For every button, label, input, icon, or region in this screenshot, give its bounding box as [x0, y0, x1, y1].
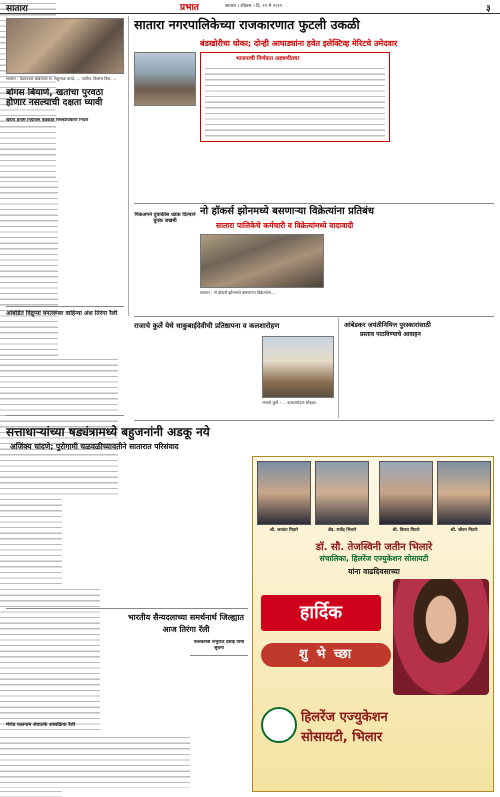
- photo-caption: राजाचे कुर्ले : ... कलशारोहण सोहळा.: [262, 400, 317, 405]
- article-headline: नो हॉकर्स झोनमध्ये बसणाऱ्या विक्रेत्यांना प्रतिबंध: [200, 206, 374, 217]
- ad-hardik-banner: हार्दिक: [261, 595, 381, 631]
- article-headline: राजाचे कुर्ले येथे धाकुबाईदेवीची प्रतिष्ठापना व कलशारोहण: [134, 322, 280, 330]
- box-body: [205, 65, 385, 139]
- article-body: [0, 788, 62, 797]
- boxed-feature: [200, 52, 390, 142]
- article-body: [0, 734, 190, 788]
- column-headline: पालकमंत्री शंभुराज देसाई यांची सूचना: [190, 640, 248, 656]
- side-headline: पिकअपने दुचाकीस धडक दिल्याने युवक जखमी: [134, 212, 196, 224]
- ad-portrait: [437, 461, 491, 525]
- article-subhead: सातारा पालिकेचे कर्मचारी व विक्रेत्यांमध्ये वादावादी: [216, 221, 354, 230]
- ad-greeting: यांना वाढदिवसाच्या: [348, 567, 400, 576]
- photo-caption: सातारा : नो हॉकर्स झोनमध्ये बसणाऱ्या विक्रेत्यांना ...: [200, 290, 277, 295]
- ad-org-logo: [261, 707, 297, 743]
- article-subhead: प्रस्ताव पाठविण्याचे आवाहन: [360, 331, 421, 338]
- article-subhead: अजिंक्य चांदणे; पुरोगामी चळवळीच्यावतीने सातारात परिसंवाद: [10, 442, 179, 451]
- photo-caption: सातारा : वेळापत्रक बाबतच्या स. सदुभाऊ करंडे, ... पाटील, विलास विश, ...: [6, 76, 117, 81]
- article-subhead: खरीप हंगाम नियोजन बैठकीत जिल्हाधिकारी निर्देश: [6, 118, 89, 123]
- box-title: भाजपाची निर्णयात अडचणीतच!: [236, 56, 301, 62]
- news-photo-hawkers: [200, 234, 324, 288]
- brand-logo: प्रभात: [180, 3, 199, 13]
- ad-name: श्री. जयवंत मिठारे: [269, 528, 299, 533]
- article-headline: आंबोडेत विद्रुप्या वनतरूवर वाहिन्या अंश तिरंगा रैली: [6, 310, 118, 317]
- article-headline: सत्ताधाऱ्यांच्या षड्यंत्रामध्ये बहुजनांनी अडकू नये: [6, 425, 210, 439]
- ad-org-name-2: सोसायटी, भिलार: [301, 730, 383, 745]
- main-subhead: बंडखोरीचा धोका; दोन्ही आघाड्यांना हवेत इलेक्टिव्ह मेरिटचे उमेदवार: [200, 39, 398, 48]
- section-name: सातारा: [6, 4, 28, 14]
- article-body: [0, 496, 62, 586]
- news-photo-meeting: [6, 18, 124, 74]
- ad-person-role: संचालिका, हिलरेंज एज्युकेशन सोसायटी: [319, 554, 429, 563]
- ad-main-portrait: [393, 579, 489, 695]
- ad-name: ॲड. राजेंद्र भिलारे: [327, 528, 357, 533]
- article-headline: बोगस बियाणे, खतांचा पुरवठा होणार नसल्याची दक्षता घ्यावी: [6, 88, 104, 108]
- article-body: [0, 178, 58, 356]
- main-headline: सातारा नगरपालिकेच्या राजकारणात फुटली उकळी: [134, 17, 360, 32]
- birthday-advertisement: [252, 456, 494, 792]
- dateline: सातारा । रविवार । दि. १९ मे २०१९: [225, 4, 283, 9]
- news-photo-temple: [262, 336, 334, 398]
- page-number: ३: [486, 4, 491, 14]
- ad-portrait: [257, 461, 311, 525]
- ad-name: श्री. विजय मिठारे: [392, 528, 420, 533]
- ad-person-title: डॉ. सौ. तेजस्विनी जतीन भिलारे: [315, 542, 433, 553]
- article-headline: मेणेड फलनाम संघातर्फे शस्त्रक्रिया रैली: [6, 722, 76, 728]
- article-headline: भारतीय सैन्यदलाच्या समर्थनार्थ जिल्ह्यात आज तिरंगा रॅली: [128, 613, 244, 634]
- masthead: [0, 0, 500, 14]
- article-headline: आंबेडकर जयंतीनिमित्त पुरस्कारांसाठी: [344, 321, 431, 329]
- ad-name: श्री. जीवन मिठारे: [450, 528, 478, 533]
- ad-portrait: [379, 461, 433, 525]
- ad-org-name: हिलरेंज एज्युकेशन: [301, 710, 388, 725]
- news-photo-city: [134, 52, 196, 106]
- ad-portrait: [315, 461, 369, 525]
- ad-shubhecha: शु भे च्छा: [261, 643, 391, 667]
